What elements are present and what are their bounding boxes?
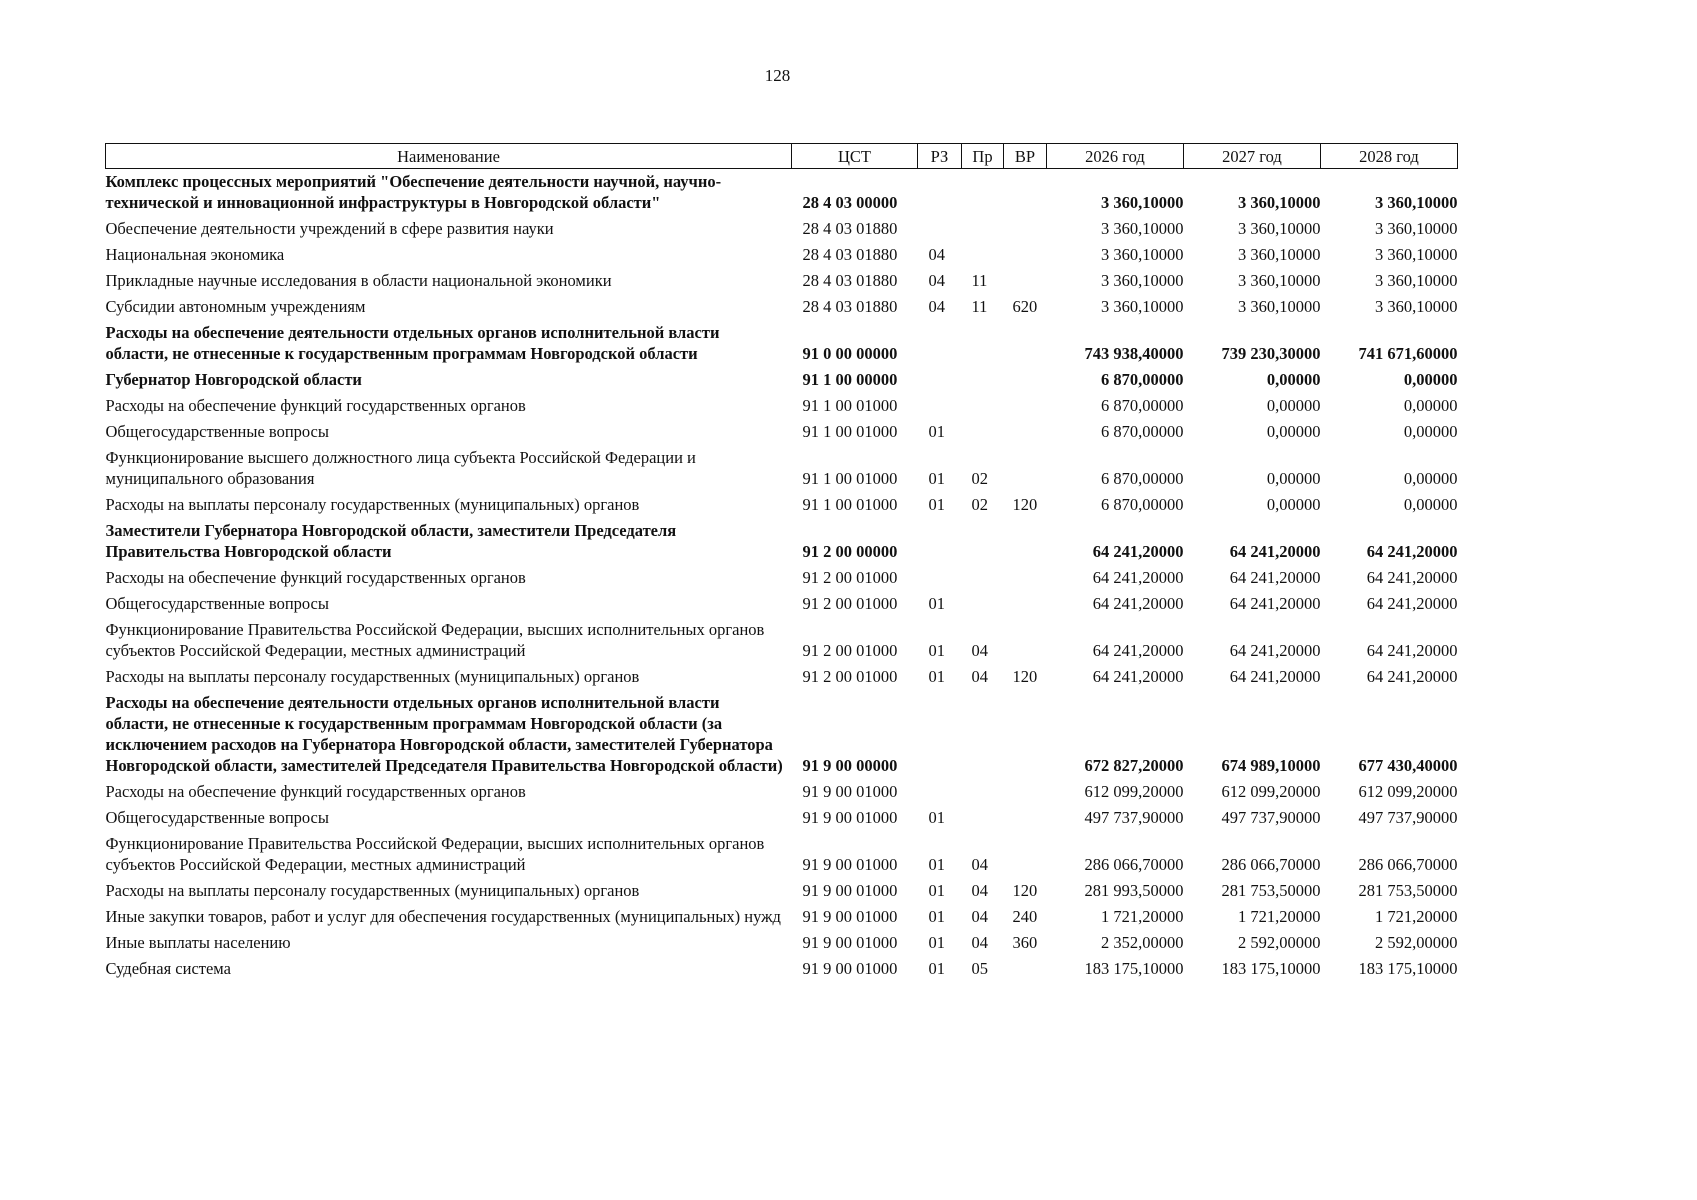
row-value-2027: 64 241,20000 — [1229, 667, 1321, 686]
row-rz — [918, 565, 962, 591]
row-name: Расходы на выплаты персоналу государственных (муниципальных) органов — [105, 881, 640, 900]
page-number: 128 — [764, 66, 791, 85]
table-row — [106, 268, 1458, 294]
table-row — [106, 956, 1458, 982]
header-pr: Пр — [962, 144, 1004, 169]
row-pr — [962, 805, 1004, 831]
row-value-2027: 0,00000 — [1266, 396, 1321, 415]
row-value-2027: 3 360,10000 — [1238, 271, 1321, 290]
row-value-2028: 0,00000 — [1403, 469, 1458, 488]
row-code: 28 4 03 01880 — [802, 271, 898, 290]
row-name: Расходы на обеспечение деятельности отдельных органов исполнительной власти области, не отнесенные к государственным программам Новгородской области — [105, 323, 720, 363]
row-value-2028: 0,00000 — [1403, 370, 1458, 389]
row-code: 91 9 00 01000 — [802, 933, 898, 952]
header-rz: РЗ — [918, 144, 962, 169]
row-code: 28 4 03 01880 — [802, 297, 898, 316]
row-value-2026: 3 360,10000 — [1101, 193, 1184, 212]
row-rz: 01 — [928, 959, 945, 978]
row-value-2028: 0,00000 — [1403, 396, 1458, 415]
table-row — [106, 805, 1458, 831]
row-rz: 01 — [928, 808, 945, 827]
row-value-2026: 3 360,10000 — [1101, 297, 1184, 316]
row-value-2027: 3 360,10000 — [1238, 245, 1321, 264]
table-row — [106, 904, 1458, 930]
table-row — [106, 216, 1458, 242]
row-value-2028: 183 175,10000 — [1358, 959, 1458, 978]
row-rz: 04 — [928, 245, 945, 264]
table-row — [106, 518, 1458, 565]
table-row — [106, 294, 1458, 320]
row-vr — [1004, 393, 1047, 419]
row-value-2027: 64 241,20000 — [1229, 568, 1321, 587]
row-vr — [1004, 591, 1047, 617]
row-vr — [1004, 956, 1047, 982]
row-code: 28 4 03 00000 — [802, 193, 898, 212]
row-value-2027: 0,00000 — [1266, 469, 1321, 488]
row-rz — [918, 320, 962, 367]
row-code: 28 4 03 01880 — [802, 245, 898, 264]
row-code: 28 4 03 01880 — [802, 219, 898, 238]
table-row — [106, 320, 1458, 367]
row-value-2026: 2 352,00000 — [1101, 933, 1184, 952]
row-value-2028: 281 753,50000 — [1358, 881, 1458, 900]
row-code: 91 9 00 01000 — [802, 782, 898, 801]
row-vr — [1004, 831, 1047, 878]
row-value-2027: 612 099,20000 — [1221, 782, 1321, 801]
row-vr: 620 — [1012, 297, 1038, 316]
row-code: 91 9 00 00000 — [802, 756, 898, 775]
row-value-2028: 677 430,40000 — [1358, 756, 1458, 775]
row-rz — [918, 169, 962, 217]
table-row — [106, 492, 1458, 518]
row-value-2026: 64 241,20000 — [1092, 568, 1184, 587]
row-value-2026: 672 827,20000 — [1084, 756, 1184, 775]
row-vr — [1004, 216, 1047, 242]
table-row — [106, 617, 1458, 664]
row-value-2027: 3 360,10000 — [1238, 297, 1321, 316]
row-value-2027: 674 989,10000 — [1221, 756, 1321, 775]
table-row — [106, 242, 1458, 268]
row-pr — [962, 565, 1004, 591]
row-vr: 240 — [1012, 907, 1038, 926]
table-row — [106, 445, 1458, 492]
row-rz: 01 — [928, 933, 945, 952]
row-name: Национальная экономика — [105, 245, 285, 264]
row-value-2026: 64 241,20000 — [1092, 594, 1184, 613]
row-code: 91 2 00 01000 — [802, 568, 898, 587]
row-value-2026: 6 870,00000 — [1101, 370, 1184, 389]
row-vr: 120 — [1012, 881, 1038, 900]
row-vr — [1004, 367, 1047, 393]
row-code: 91 9 00 01000 — [802, 808, 898, 827]
row-name: Расходы на обеспечение функций государственных органов — [105, 568, 526, 587]
row-name: Расходы на обеспечение функций государственных органов — [105, 396, 526, 415]
row-name: Общегосударственные вопросы — [105, 594, 329, 613]
row-value-2028: 0,00000 — [1403, 495, 1458, 514]
row-code: 91 1 00 01000 — [802, 469, 898, 488]
row-name: Прикладные научные исследования в области национальной экономики — [105, 271, 612, 290]
row-vr — [1004, 268, 1047, 294]
row-value-2027: 0,00000 — [1266, 495, 1321, 514]
budget-table — [105, 143, 1458, 982]
row-vr — [1004, 419, 1047, 445]
row-rz: 01 — [928, 855, 945, 874]
row-code: 91 1 00 01000 — [802, 495, 898, 514]
row-rz: 04 — [928, 297, 945, 316]
table-row — [106, 169, 1458, 217]
row-name: Расходы на выплаты персоналу государственных (муниципальных) органов — [105, 495, 640, 514]
row-value-2027: 1 721,20000 — [1238, 907, 1321, 926]
row-code: 91 0 00 00000 — [802, 344, 898, 363]
row-pr: 11 — [971, 297, 988, 316]
row-pr: 02 — [971, 469, 988, 488]
row-value-2026: 286 066,70000 — [1084, 855, 1184, 874]
table-row — [106, 591, 1458, 617]
row-vr — [1004, 779, 1047, 805]
row-name: Комплекс процессных мероприятий "Обеспечение деятельности научной, научно-технической и инновационной инфраструктуры в Новгородской области" — [105, 172, 722, 212]
row-value-2026: 497 737,90000 — [1084, 808, 1184, 827]
row-value-2026: 3 360,10000 — [1101, 219, 1184, 238]
row-value-2026: 64 241,20000 — [1092, 641, 1184, 660]
row-code: 91 9 00 01000 — [802, 959, 898, 978]
table-row — [106, 779, 1458, 805]
row-value-2028: 64 241,20000 — [1366, 641, 1458, 660]
row-value-2027: 2 592,00000 — [1238, 933, 1321, 952]
table-row — [106, 878, 1458, 904]
table-row — [106, 664, 1458, 690]
row-pr — [962, 216, 1004, 242]
row-value-2026: 3 360,10000 — [1101, 245, 1184, 264]
row-value-2028: 3 360,10000 — [1375, 193, 1458, 212]
row-name: Функционирование Правительства Российской Федерации, высших исполнительных органов субъектов Российской Федерации, местных администраций — [105, 834, 765, 874]
row-value-2027: 3 360,10000 — [1238, 193, 1321, 212]
row-vr — [1004, 690, 1047, 779]
row-value-2027: 0,00000 — [1266, 370, 1321, 389]
row-pr — [962, 393, 1004, 419]
row-value-2026: 64 241,20000 — [1092, 542, 1184, 561]
header-2026: 2026 год — [1047, 144, 1184, 169]
row-value-2026: 3 360,10000 — [1101, 271, 1184, 290]
row-name: Субсидии автономным учреждениям — [105, 297, 366, 316]
row-code: 91 1 00 01000 — [802, 422, 898, 441]
row-name: Расходы на обеспечение деятельности отдельных органов исполнительной власти области, не отнесенные к государственным программам Новгородской области (за исключением расходов на Губернатора Новгородской области, заместителей Губернатора Новгородской области, заместителей Председателя Правительства Новгородской области) — [105, 693, 783, 775]
row-name: Заместители Губернатора Новгородской области, заместители Председателя Правительства Новгородской области — [105, 521, 677, 561]
table-row — [106, 393, 1458, 419]
row-vr: 360 — [1012, 933, 1038, 952]
row-value-2028: 64 241,20000 — [1366, 667, 1458, 686]
row-rz: 01 — [928, 422, 945, 441]
row-value-2027: 739 230,30000 — [1221, 344, 1321, 363]
header-2027: 2027 год — [1184, 144, 1321, 169]
row-pr — [962, 591, 1004, 617]
row-code: 91 2 00 01000 — [802, 667, 898, 686]
row-value-2027: 64 241,20000 — [1229, 594, 1321, 613]
row-vr — [1004, 169, 1047, 217]
row-name: Губернатор Новгородской области — [105, 370, 362, 389]
row-vr — [1004, 617, 1047, 664]
row-name: Обеспечение деятельности учреждений в сфере развития науки — [105, 219, 554, 238]
row-pr — [962, 320, 1004, 367]
row-rz: 01 — [928, 469, 945, 488]
row-vr — [1004, 565, 1047, 591]
table-row — [106, 419, 1458, 445]
row-pr — [962, 690, 1004, 779]
header-code: ЦСТ — [792, 144, 918, 169]
row-value-2028: 64 241,20000 — [1366, 568, 1458, 587]
row-value-2027: 3 360,10000 — [1238, 219, 1321, 238]
header-2028: 2028 год — [1321, 144, 1458, 169]
row-pr: 11 — [971, 271, 988, 290]
row-value-2026: 6 870,00000 — [1101, 469, 1184, 488]
row-rz: 01 — [928, 907, 945, 926]
row-value-2027: 64 241,20000 — [1229, 641, 1321, 660]
row-vr: 120 — [1012, 495, 1038, 514]
row-rz — [918, 518, 962, 565]
row-value-2026: 64 241,20000 — [1092, 667, 1184, 686]
row-vr — [1004, 445, 1047, 492]
row-name: Судебная система — [105, 959, 231, 978]
row-value-2026: 183 175,10000 — [1084, 959, 1184, 978]
row-pr — [962, 518, 1004, 565]
row-pr — [962, 779, 1004, 805]
row-code: 91 9 00 01000 — [802, 855, 898, 874]
row-value-2027: 286 066,70000 — [1221, 855, 1321, 874]
row-pr — [962, 419, 1004, 445]
row-pr: 04 — [971, 881, 988, 900]
row-name: Иные выплаты населению — [105, 933, 291, 952]
row-code: 91 9 00 01000 — [802, 907, 898, 926]
row-rz — [918, 367, 962, 393]
row-name: Расходы на выплаты персоналу государственных (муниципальных) органов — [105, 667, 640, 686]
row-value-2027: 0,00000 — [1266, 422, 1321, 441]
row-value-2026: 6 870,00000 — [1101, 396, 1184, 415]
row-pr — [962, 367, 1004, 393]
row-value-2028: 286 066,70000 — [1358, 855, 1458, 874]
row-name: Общегосударственные вопросы — [105, 808, 329, 827]
row-vr — [1004, 805, 1047, 831]
row-rz: 01 — [928, 495, 945, 514]
row-value-2027: 64 241,20000 — [1229, 542, 1321, 561]
row-pr: 02 — [971, 495, 988, 514]
row-pr: 04 — [971, 855, 988, 874]
row-name: Расходы на обеспечение функций государственных органов — [105, 782, 526, 801]
row-rz: 01 — [928, 594, 945, 613]
row-name: Функционирование Правительства Российской Федерации, высших исполнительных органов субъектов Российской Федерации, местных администраций — [105, 620, 765, 660]
row-code: 91 2 00 01000 — [802, 641, 898, 660]
row-name: Общегосударственные вопросы — [105, 422, 329, 441]
row-name: Иные закупки товаров, работ и услуг для обеспечения государственных (муниципальных) нужд — [105, 907, 781, 926]
row-pr: 04 — [971, 667, 988, 686]
row-pr: 04 — [971, 641, 988, 660]
row-rz: 04 — [928, 271, 945, 290]
header-name: Наименование — [106, 144, 792, 169]
row-value-2026: 612 099,20000 — [1084, 782, 1184, 801]
row-value-2028: 741 671,60000 — [1358, 344, 1458, 363]
row-rz — [918, 216, 962, 242]
row-code: 91 1 00 00000 — [802, 370, 898, 389]
row-pr: 04 — [971, 907, 988, 926]
row-pr: 04 — [971, 933, 988, 952]
row-vr — [1004, 518, 1047, 565]
row-value-2028: 3 360,10000 — [1375, 297, 1458, 316]
row-vr: 120 — [1012, 667, 1038, 686]
table-header-row — [106, 144, 1458, 169]
row-value-2027: 497 737,90000 — [1221, 808, 1321, 827]
row-value-2028: 3 360,10000 — [1375, 219, 1458, 238]
row-code: 91 2 00 00000 — [802, 542, 898, 561]
header-vr: ВР — [1004, 144, 1047, 169]
row-rz — [918, 393, 962, 419]
row-value-2028: 64 241,20000 — [1366, 542, 1458, 561]
row-code: 91 1 00 01000 — [802, 396, 898, 415]
row-pr: 05 — [971, 959, 988, 978]
row-pr — [962, 242, 1004, 268]
row-value-2028: 1 721,20000 — [1375, 907, 1458, 926]
row-value-2026: 281 993,50000 — [1084, 881, 1184, 900]
row-value-2028: 497 737,90000 — [1358, 808, 1458, 827]
table-row — [106, 930, 1458, 956]
row-value-2028: 3 360,10000 — [1375, 271, 1458, 290]
row-rz: 01 — [928, 881, 945, 900]
row-value-2028: 612 099,20000 — [1358, 782, 1458, 801]
table-row — [106, 690, 1458, 779]
table-row — [106, 831, 1458, 878]
row-value-2027: 183 175,10000 — [1221, 959, 1321, 978]
row-rz: 01 — [928, 641, 945, 660]
row-value-2026: 6 870,00000 — [1101, 422, 1184, 441]
row-value-2028: 3 360,10000 — [1375, 245, 1458, 264]
row-vr — [1004, 242, 1047, 268]
table-row — [106, 565, 1458, 591]
row-rz — [918, 690, 962, 779]
row-value-2028: 2 592,00000 — [1375, 933, 1458, 952]
row-vr — [1004, 320, 1047, 367]
row-code: 91 9 00 01000 — [802, 881, 898, 900]
row-code: 91 2 00 01000 — [802, 594, 898, 613]
row-rz: 01 — [928, 667, 945, 686]
row-pr — [962, 169, 1004, 217]
row-rz — [918, 779, 962, 805]
row-value-2028: 0,00000 — [1403, 422, 1458, 441]
row-value-2026: 1 721,20000 — [1101, 907, 1184, 926]
row-value-2026: 743 938,40000 — [1084, 344, 1184, 363]
table-row — [106, 367, 1458, 393]
row-value-2028: 64 241,20000 — [1366, 594, 1458, 613]
table-body — [106, 169, 1458, 983]
row-name: Функционирование высшего должностного лица субъекта Российской Федерации и муниципального образования — [105, 448, 696, 488]
row-value-2027: 281 753,50000 — [1221, 881, 1321, 900]
row-value-2026: 6 870,00000 — [1101, 495, 1184, 514]
